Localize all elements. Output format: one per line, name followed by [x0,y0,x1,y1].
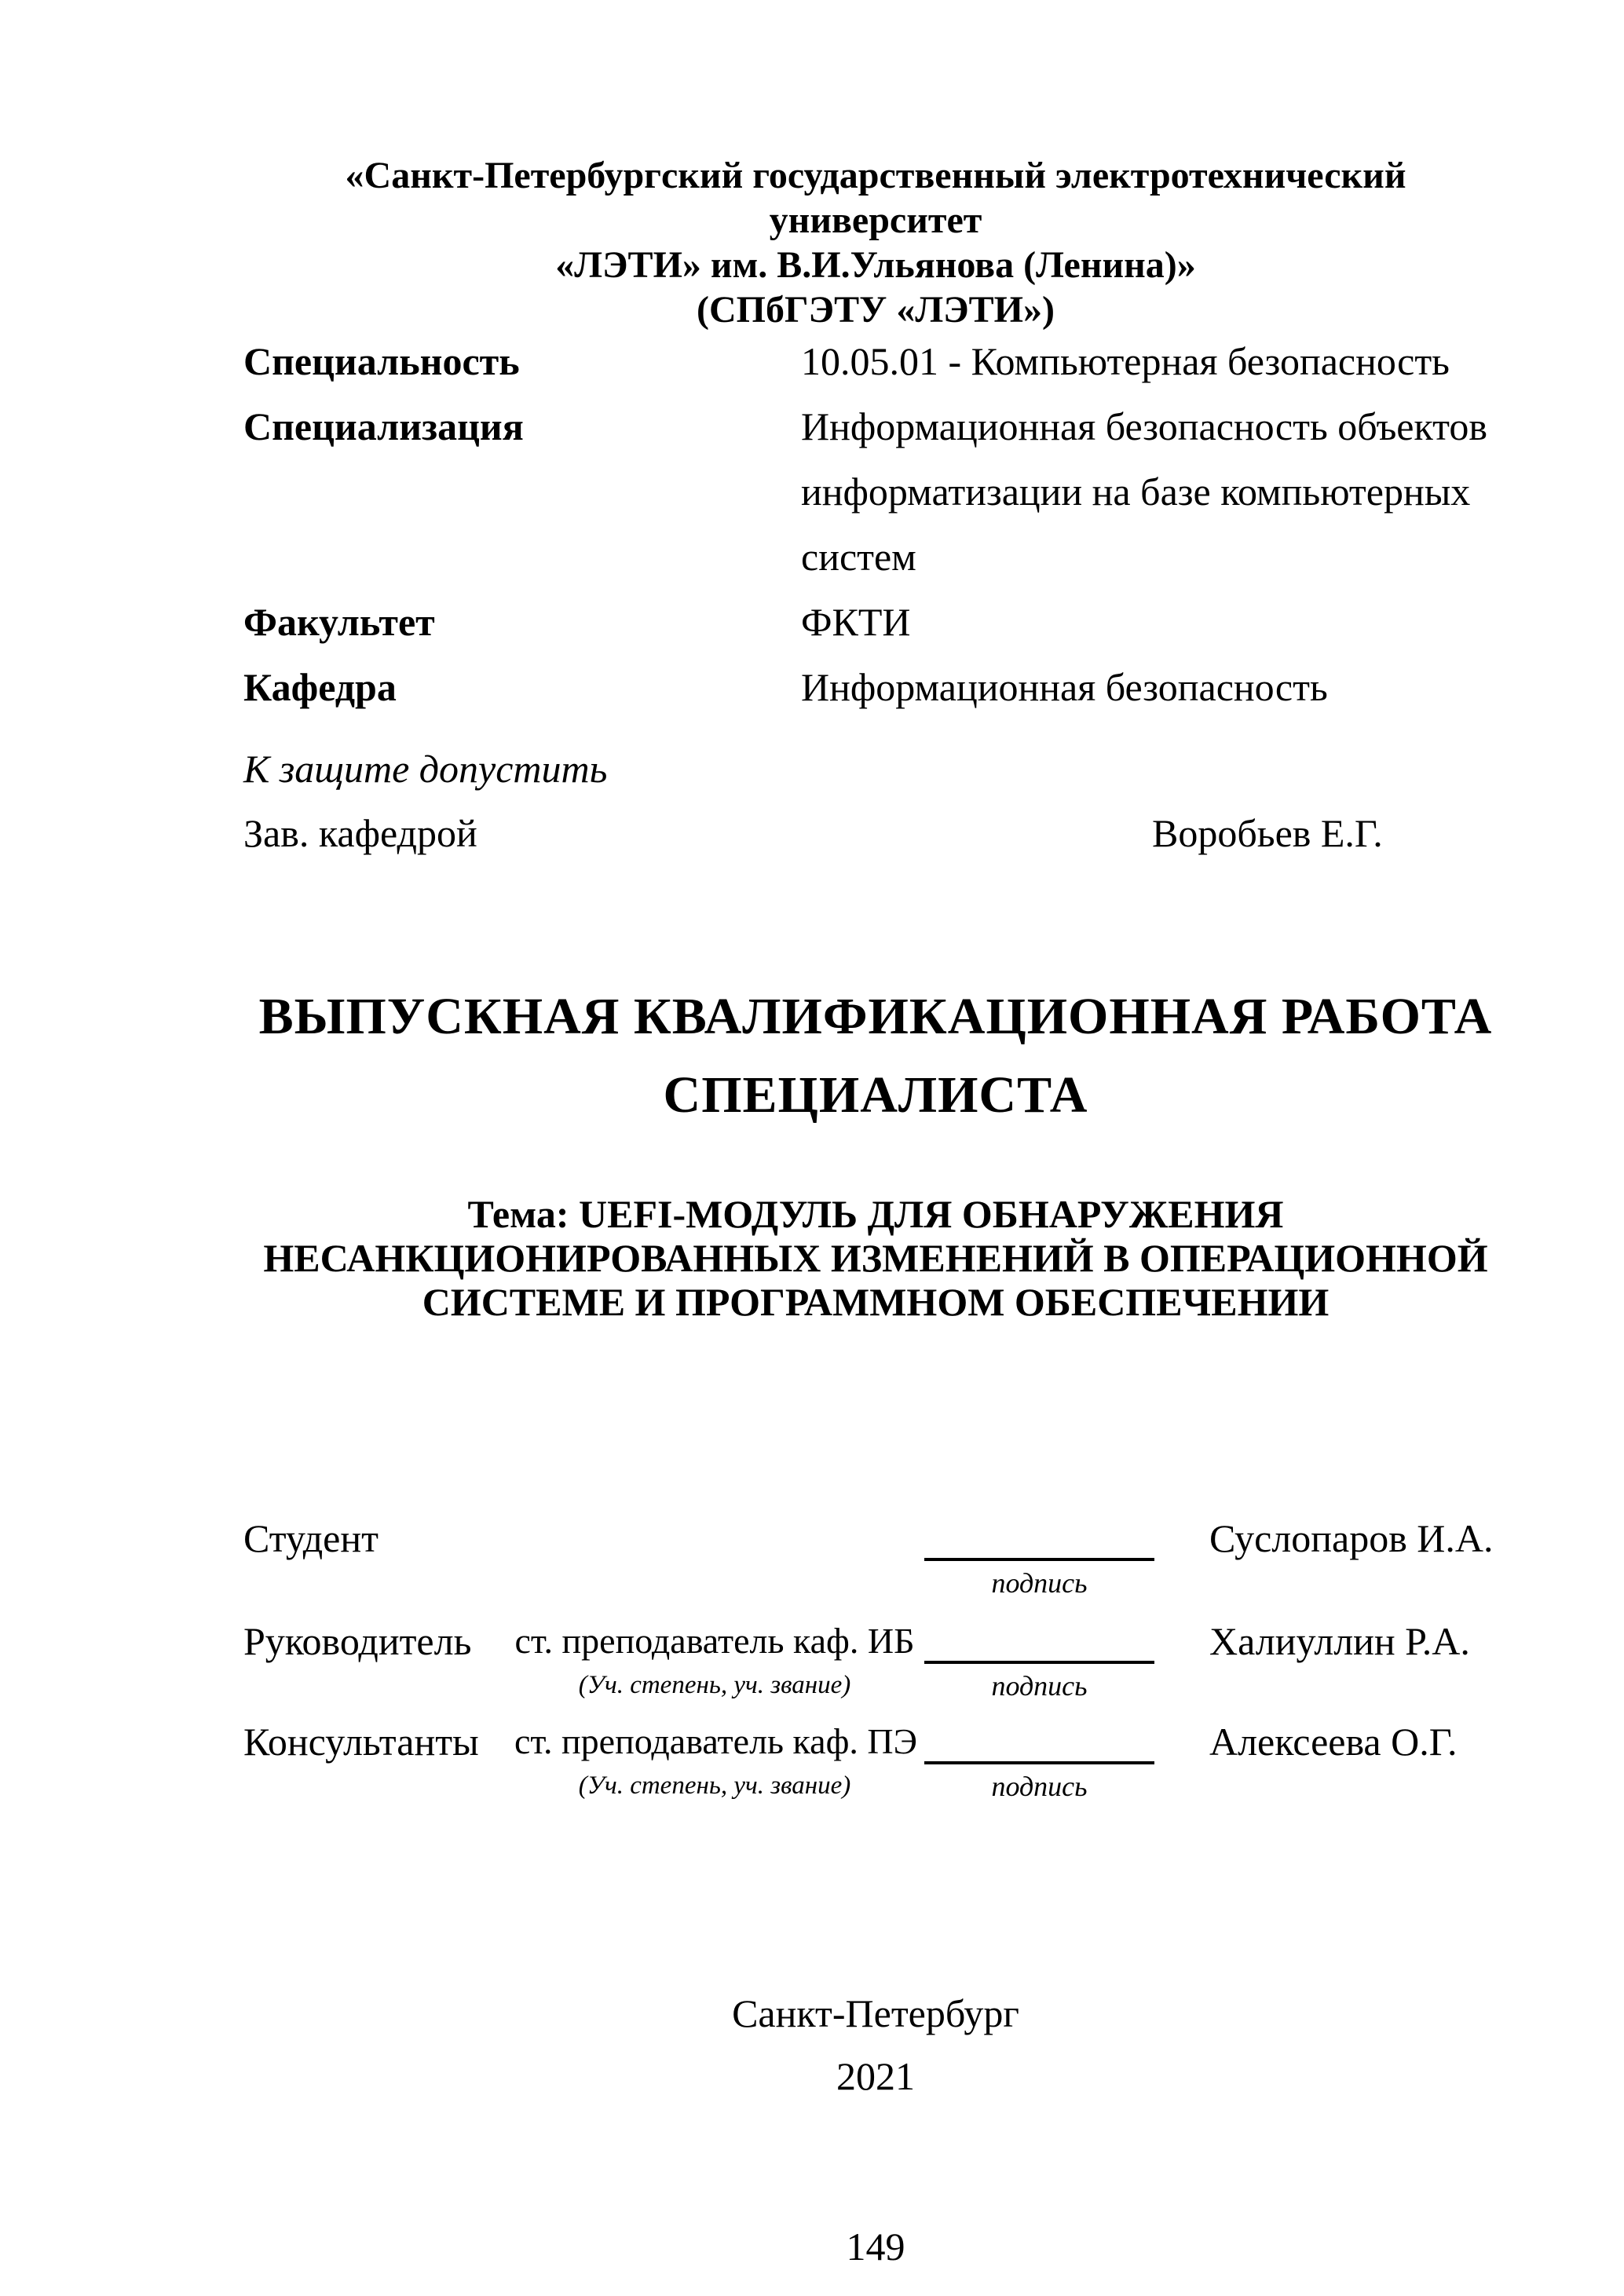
signatures-section [243,1515,1508,1853]
student-name: Суслопаров И.А. [1209,1516,1494,1560]
admission-note: К защите допустить [243,747,608,791]
supervisor-signature-caption: подпись [991,1670,1088,1702]
consultant-signature-caption: подпись [991,1771,1088,1802]
supervisor-position: ст. преподаватель каф. ИБ [514,1621,915,1661]
consultant-role-label: Консультанты [243,1720,479,1764]
signature-row-consultant [243,1719,1508,1817]
consultant-signature-line [924,1719,1154,1764]
department-label: Кафедра [243,665,397,709]
university-header [243,153,1508,332]
footer-city-year [243,1982,1508,2108]
department-value-line: Информационная безопасность [801,665,1328,709]
faculty-label: Факультет [243,600,435,644]
specialization-value-line: Информационная безопасность объектов [801,404,1487,448]
work-title [243,978,1508,1135]
theme-line-1: Тема: UEFI-МОДУЛЬ ДЛЯ ОБНАРУЖЕНИЯ [467,1192,1284,1236]
footer-city: Санкт-Петербург [732,1991,1019,2035]
supervisor-role-label: Руководитель [243,1619,472,1663]
footer-year: 2021 [836,2054,915,2098]
department-head-label: Зав. кафедрой [243,811,477,855]
specialization-value [801,394,1508,590]
work-title-line-2: СПЕЦИАЛИСТА [663,1066,1088,1124]
consultant-position-qualifier: (Уч. степень, уч. звание) [578,1771,851,1800]
supervisor-name: Халиуллин Р.А. [1209,1619,1470,1663]
faculty-value-line: ФКТИ [801,600,911,644]
university-name-line-3: (СПбГЭТУ «ЛЭТИ») [697,289,1055,331]
specialty-value [801,329,1508,394]
department-value [801,655,1508,720]
work-title-line-1: ВЫПУСКНАЯ КВАЛИФИКАЦИОННАЯ РАБОТА [258,988,1493,1045]
department-head-row [243,801,1508,865]
university-name-line-1: «Санкт-Петербургский государственный электротехнический университет [345,155,1406,241]
supervisor-signature-line [924,1618,1154,1664]
department-head-name: Воробьев Е.Г. [1152,811,1383,855]
student-role-label: Студент [243,1516,379,1560]
specialization-value-line: информатизации на базе компьютерных [801,470,1471,514]
student-signature-line [924,1515,1154,1561]
program-fields [243,329,1508,720]
consultant-name: Алексеева О.Г. [1209,1720,1458,1764]
signature-row-student [243,1515,1508,1614]
theme-line-3: СИСТЕМЕ И ПРОГРАММНОМ ОБЕСПЕЧЕНИИ [422,1280,1330,1324]
consultant-position: ст. преподаватель каф. ПЭ [514,1721,917,1761]
specialty-value-line: 10.05.01 - Компьютерная безопасность [801,339,1450,383]
faculty-value [801,590,1508,655]
theme-line-2: НЕСАНКЦИОНИРОВАННЫХ ИЗМЕНЕНИЙ В ОПЕРАЦИОННОЙ [263,1236,1488,1280]
university-name-line-2: «ЛЭТИ» им. В.И.Ульянова (Ленина)» [555,244,1196,286]
specialization-value-line: систем [801,535,916,579]
signature-row-supervisor [243,1618,1508,1717]
admission-block [243,737,1508,865]
supervisor-position-qualifier: (Уч. степень, уч. звание) [578,1671,851,1699]
specialty-label: Специальность [243,339,520,383]
theme-title [243,1192,1508,1324]
page-number: 149 [846,2225,905,2269]
student-signature-caption: подпись [991,1567,1088,1599]
specialization-label: Специализация [243,404,524,448]
